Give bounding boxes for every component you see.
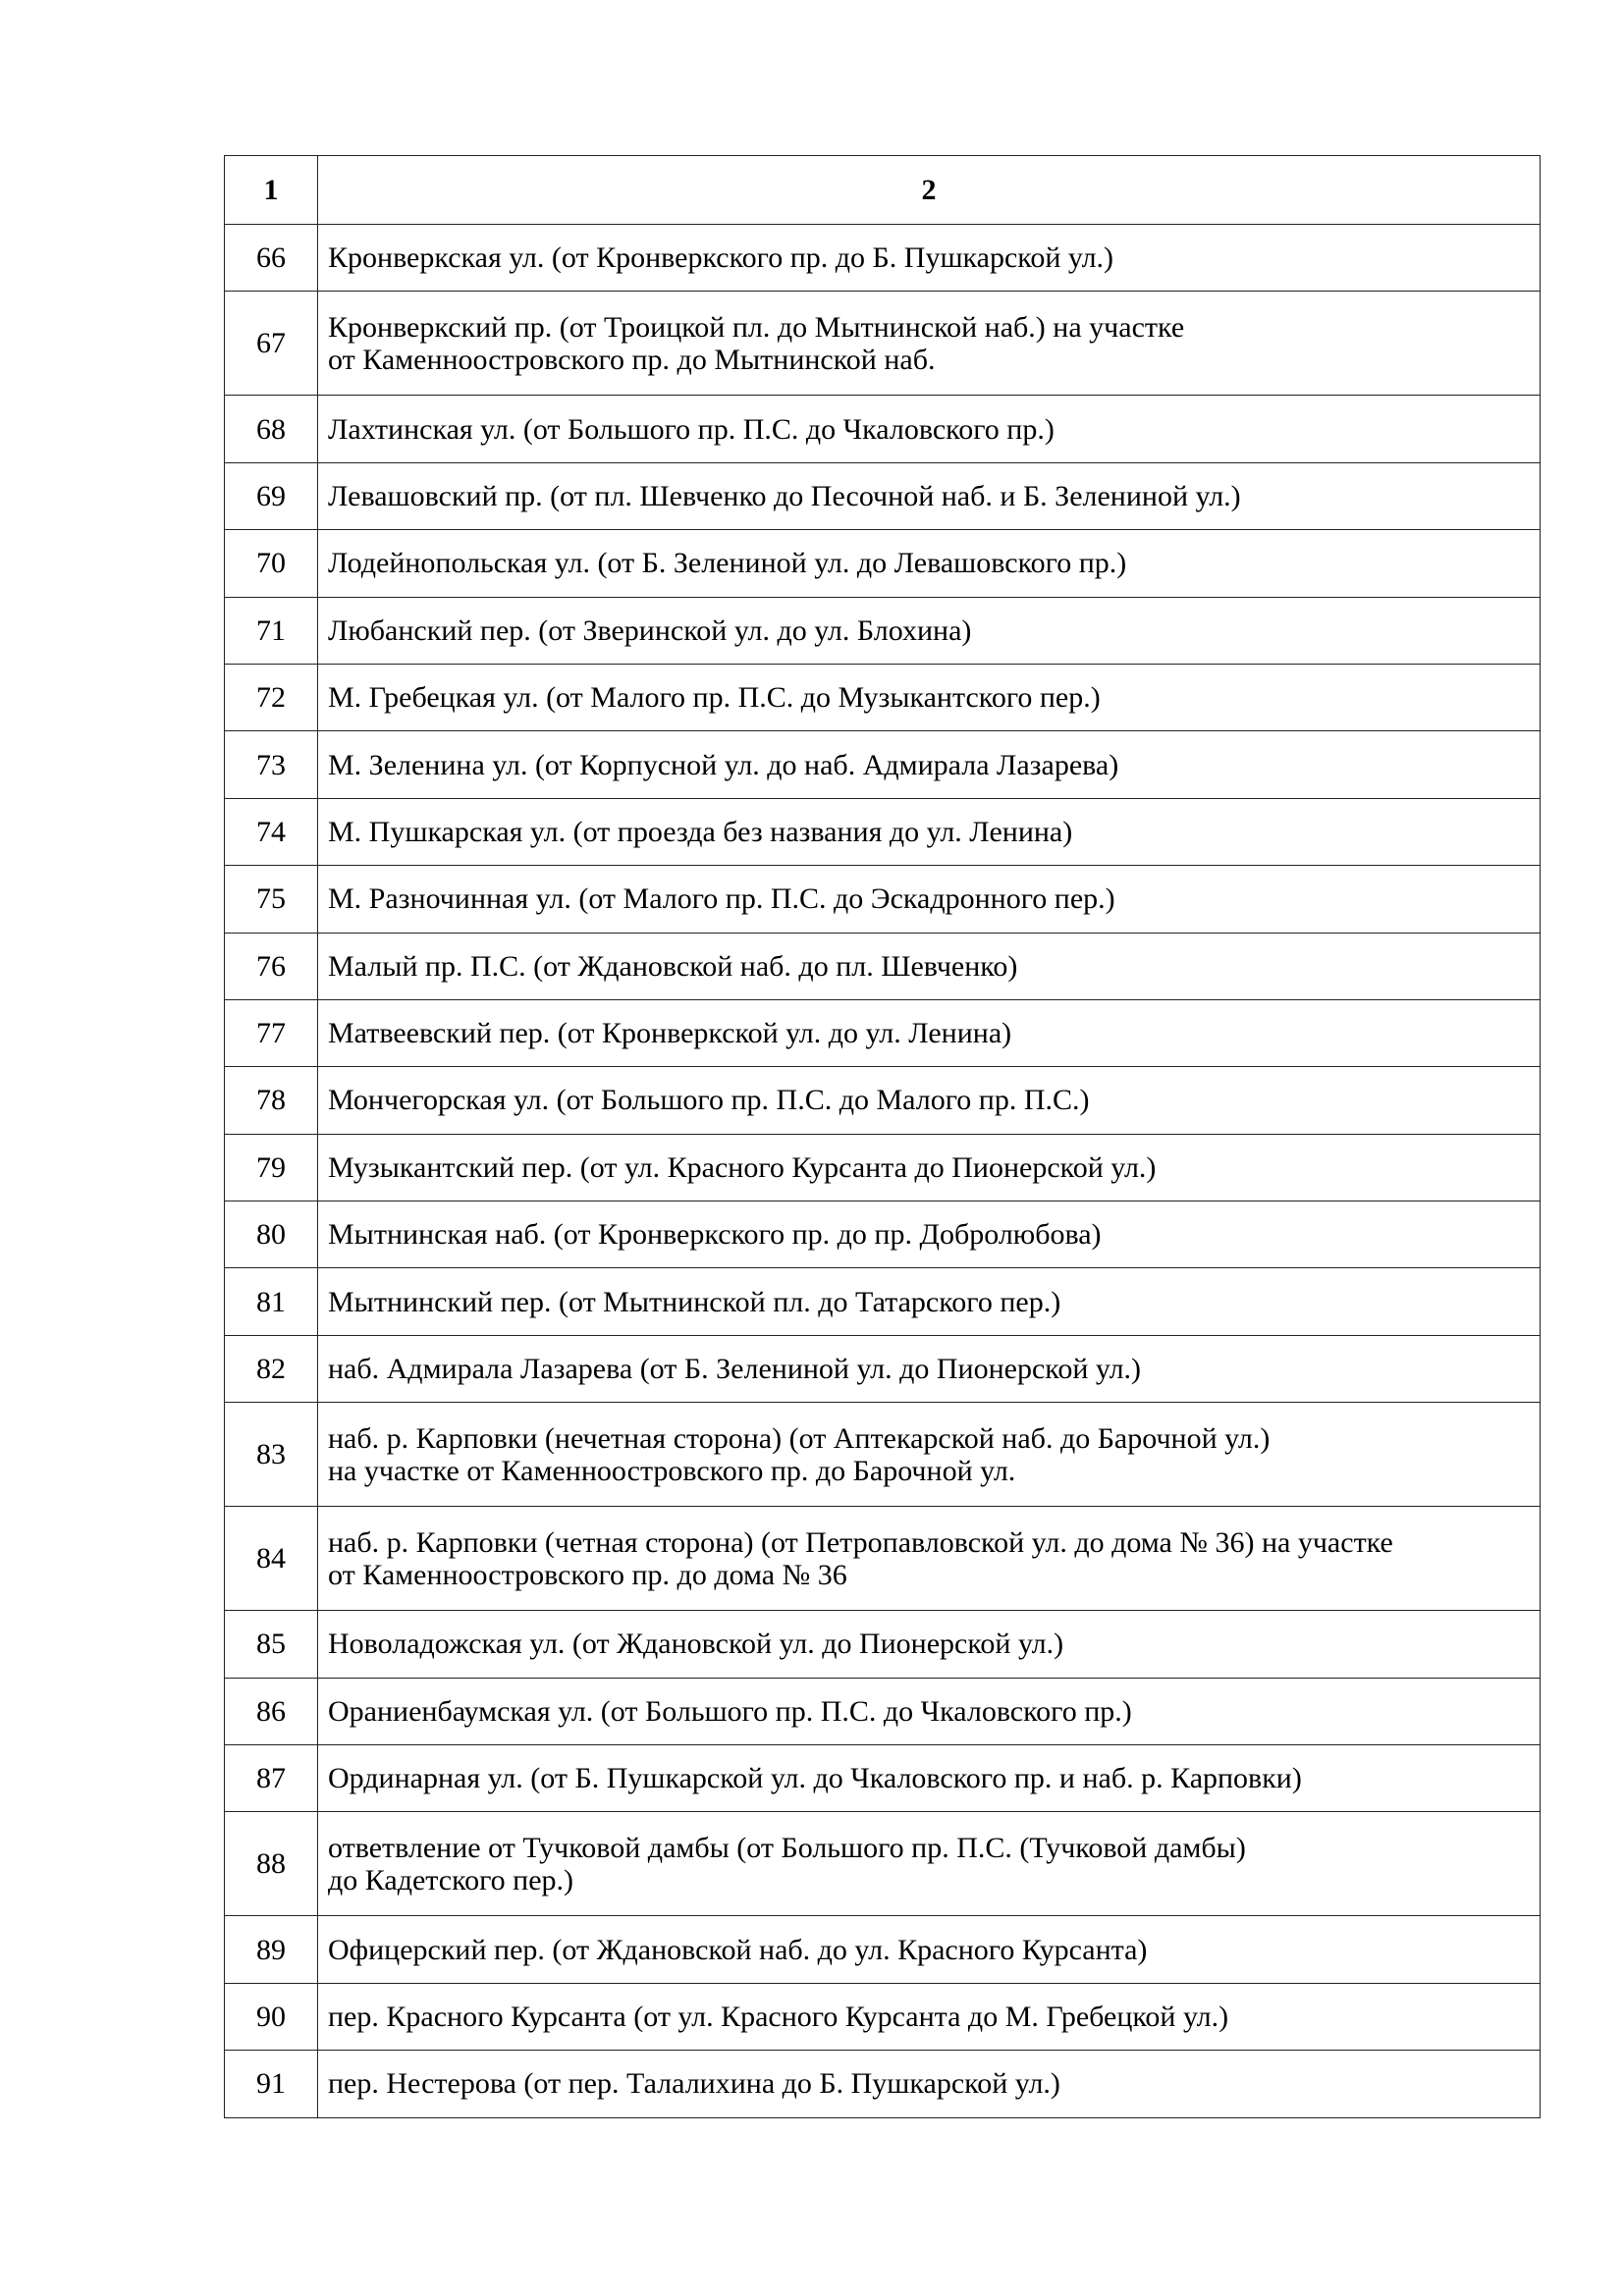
description-line: Кронверкский пр. (от Троицкой пл. до Мытнинской наб.) на участке [328, 310, 1185, 344]
description-line: наб. р. Карповки (нечетная сторона) (от Аптекарской наб. до Барочной ул.) [328, 1421, 1271, 1455]
table-header-row [225, 156, 1541, 225]
table-row [225, 1335, 1541, 1402]
street-description [318, 1268, 1541, 1335]
row-number: 85 [225, 1611, 318, 1678]
description-line: от Каменноостровского пр. до дома № 36 [328, 1558, 847, 1591]
description-line: Матвеевский пер. (от Кронверкской ул. до ул. Ленина) [328, 1017, 1012, 1050]
row-number: 77 [225, 999, 318, 1066]
row-number: 66 [225, 225, 318, 292]
row-number: 79 [225, 1134, 318, 1201]
description-line: Любанский пер. (от Зверинской ул. до ул. Блохина) [328, 614, 972, 647]
description-line: Лахтинская ул. (от Большого пр. П.С. до Чкаловского пр.) [328, 412, 1055, 446]
table-row [225, 2051, 1541, 2117]
row-number: 70 [225, 530, 318, 597]
street-description [318, 1983, 1541, 2050]
description-line: Ораниенбаумская ул. (от Большого пр. П.С. до Чкаловского пр.) [328, 1694, 1132, 1728]
table-row [225, 1916, 1541, 1983]
description-line: пер. Нестерова (от пер. Талалихина до Б. Пушкарской ул.) [328, 2067, 1060, 2101]
street-description [318, 530, 1541, 597]
street-description [318, 1745, 1541, 1812]
table-row [225, 1268, 1541, 1335]
description-line: М. Разночинная ул. (от Малого пр. П.С. до Эскадронного пер.) [328, 882, 1115, 916]
street-description [318, 731, 1541, 798]
street-description [318, 1335, 1541, 1402]
street-description [318, 999, 1541, 1066]
description-line: пер. Красного Курсанта (от ул. Красного Курсанта до М. Гребецкой ул.) [328, 2001, 1229, 2033]
description-line: Лодейнопольская ул. (от Б. Зелениной ул. до Левашовского пр.) [328, 547, 1127, 580]
street-description [318, 798, 1541, 865]
table-row [225, 1812, 1541, 1916]
description-line: Кронверкская ул. (от Кронверкского пр. до Б. Пушкарской ул.) [328, 241, 1114, 275]
table-row [225, 292, 1541, 396]
street-description [318, 933, 1541, 999]
description-line: Новоладожская ул. (от Ждановской ул. до Пионерской ул.) [328, 1628, 1064, 1661]
street-description [318, 664, 1541, 730]
description-line: от Каменноостровского пр. до Мытнинской наб. [328, 343, 936, 376]
description-line: на участке от Каменноостровского пр. до Барочной ул. [328, 1454, 1016, 1487]
table-row [225, 664, 1541, 730]
table-row [225, 1201, 1541, 1268]
description-line: М. Гребецкая ул. (от Малого пр. П.С. до Музыкантского пер.) [328, 681, 1101, 715]
street-description [318, 866, 1541, 933]
street-description [318, 1916, 1541, 1983]
description-line: Мончегорская ул. (от Большого пр. П.С. до Малого пр. П.С.) [328, 1084, 1090, 1117]
row-number: 75 [225, 866, 318, 933]
row-number: 88 [225, 1812, 318, 1916]
row-number: 89 [225, 1916, 318, 1983]
description-line: Малый пр. П.С. (от Ждановской наб. до пл. Шевченко) [328, 949, 1018, 983]
table-row [225, 798, 1541, 865]
street-description [318, 396, 1541, 462]
row-number: 68 [225, 396, 318, 462]
row-number: 90 [225, 1983, 318, 2050]
row-number: 82 [225, 1335, 318, 1402]
row-number: 81 [225, 1268, 318, 1335]
description-line: наб. р. Карповки (четная сторона) (от Петропавловской ул. до дома № 36) на участке [328, 1525, 1393, 1559]
table-row [225, 1067, 1541, 1134]
table-row [225, 1983, 1541, 2050]
description-line: Ординарная ул. (от Б. Пушкарской ул. до Чкаловского пр. и наб. р. Карповки) [328, 1762, 1302, 1795]
street-description [318, 597, 1541, 664]
street-table [224, 155, 1541, 2118]
table-row [225, 462, 1541, 529]
table-row [225, 1507, 1541, 1611]
description-line: М. Зеленина ул. (от Корпусной ул. до наб. Адмирала Лазарева) [328, 748, 1119, 781]
street-description [318, 462, 1541, 529]
street-description [318, 1134, 1541, 1201]
row-number: 84 [225, 1507, 318, 1611]
street-description [318, 292, 1541, 396]
table-row [225, 225, 1541, 292]
description-line: Офицерский пер. (от Ждановской наб. до ул. Красного Курсанта) [328, 1933, 1148, 1966]
description-line: Музыкантский пер. (от ул. Красного Курсанта до Пионерской ул.) [328, 1150, 1157, 1184]
table-row [225, 1134, 1541, 1201]
header-col-2: 2 [318, 156, 1541, 225]
row-number: 71 [225, 597, 318, 664]
street-description [318, 1201, 1541, 1268]
row-number: 67 [225, 292, 318, 396]
description-line: ответвление от Тучковой дамбы (от Большого пр. П.С. (Тучковой дамбы) [328, 1831, 1246, 1864]
header-col-1: 1 [225, 156, 318, 225]
street-description [318, 1067, 1541, 1134]
street-description [318, 225, 1541, 292]
description-line: Левашовский пр. (от пл. Шевченко до Песочной наб. и Б. Зелениной ул.) [328, 479, 1241, 512]
table-row [225, 999, 1541, 1066]
table-row [225, 933, 1541, 999]
street-description [318, 1611, 1541, 1678]
street-description [318, 2051, 1541, 2117]
street-description [318, 1507, 1541, 1611]
description-line: до Кадетского пер.) [328, 1863, 574, 1896]
table-body [225, 225, 1541, 2118]
row-number: 86 [225, 1678, 318, 1744]
table-row [225, 396, 1541, 462]
table-row [225, 866, 1541, 933]
row-number: 80 [225, 1201, 318, 1268]
row-number: 76 [225, 933, 318, 999]
row-number: 69 [225, 462, 318, 529]
row-number: 74 [225, 798, 318, 865]
table-row [225, 1678, 1541, 1744]
row-number: 83 [225, 1403, 318, 1507]
row-number: 87 [225, 1745, 318, 1812]
row-number: 72 [225, 664, 318, 730]
table-row [225, 530, 1541, 597]
description-line: наб. Адмирала Лазарева (от Б. Зелениной ул. до Пионерской ул.) [328, 1353, 1142, 1386]
table-row [225, 1745, 1541, 1812]
row-number: 78 [225, 1067, 318, 1134]
table-row [225, 597, 1541, 664]
street-description [318, 1812, 1541, 1916]
row-number: 91 [225, 2051, 318, 2117]
table-row [225, 1403, 1541, 1507]
description-line: Мытнинский пер. (от Мытнинской пл. до Татарского пер.) [328, 1285, 1061, 1318]
description-line: М. Пушкарская ул. (от проезда без названия до ул. Ленина) [328, 815, 1073, 848]
description-line: Мытнинская наб. (от Кронверкского пр. до пр. Добролюбова) [328, 1218, 1102, 1252]
row-number: 73 [225, 731, 318, 798]
street-description [318, 1678, 1541, 1744]
table-row [225, 731, 1541, 798]
table-row [225, 1611, 1541, 1678]
street-description [318, 1403, 1541, 1507]
